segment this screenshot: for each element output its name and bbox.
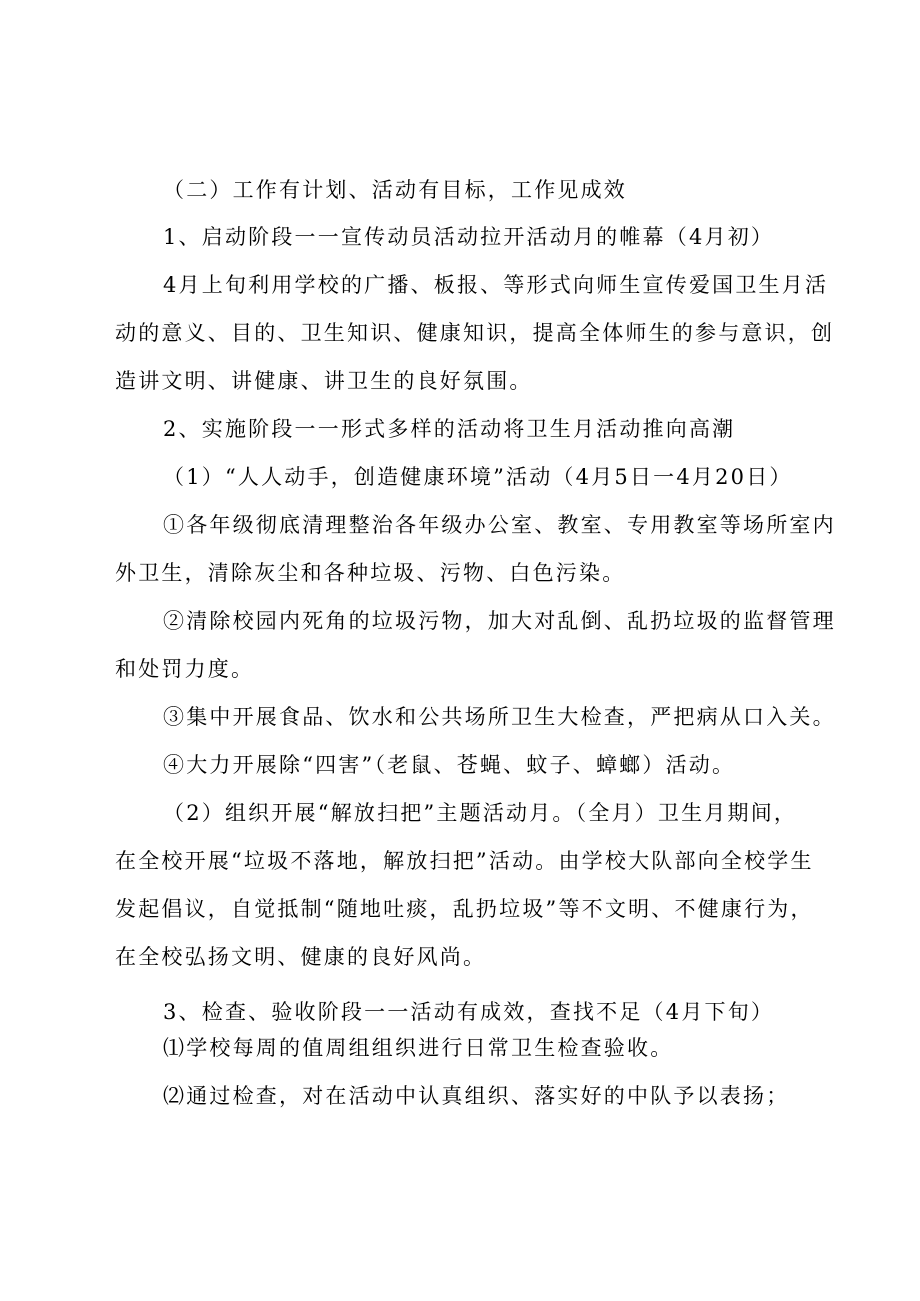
paragraph-line: 造讲文明、讲健康、讲卫生的良好氛围。 [115,369,533,393]
paragraph-line: ③集中开展食品、饮水和公共场所卫生大检查，严把病从口入关。 [163,705,836,729]
paragraph-line: （2）组织开展“解放扫把”主题活动月。（全月）卫生月期间， [163,801,798,825]
paragraph-line: 4月上旬利用学校的广播、板报、等形式向师生宣传爱国卫生月活 [163,273,829,297]
paragraph-line: ⑵通过检查，对在活动中认真组织、落实好的中队予以表扬； [163,1084,790,1108]
section-heading: （二）工作有计划、活动有目标，工作见成效 [163,178,627,202]
paragraph-line: ②清除校园内死角的垃圾污物，加大对乱倒、乱扔垃圾的监督管理 [163,609,836,633]
paragraph-line: （1）“人人动手，创造健康环境”活动（4月5日一4月20日） [163,465,793,489]
paragraph-line: 2、实施阶段一一形式多样的活动将卫生月活动推向高潮 [163,417,736,441]
paragraph-line: 1、启动阶段一一宣传动员活动拉开活动月的帷幕（4月初） [163,225,775,249]
paragraph-line: 发起倡议，自觉抵制“随地吐痰，乱扔垃圾”等不文明、不健康行为， [115,897,814,921]
paragraph-line: ①各年级彻底清理整治各年级办公室、教室、专用教室等场所室内 [163,513,836,537]
paragraph-line: 在全校弘扬文明、健康的良好风尚。 [115,945,487,969]
paragraph-line: 3、检查、验收阶段一一活动有成效，查找不足（4月下旬） [163,1000,775,1024]
paragraph-line: ④大力开展除“四害”（老鼠、苍蝇、蚊子、蟑螂）活动。 [163,753,736,777]
paragraph-line: ⑴学校每周的值周组组织进行日常卫生检查验收。 [163,1036,674,1060]
paragraph-line: 动的意义、目的、卫生知识、健康知识，提高全体师生的参与意识，创 [115,321,835,345]
paragraph-line: 在全校开展“垃圾不落地，解放扫把”活动。由学校大队部向全校学生 [115,849,814,873]
paragraph-line: 外卫生，清除灰尘和各种垃圾、污物、白色污染。 [115,561,626,585]
paragraph-line: 和处罚力度。 [115,657,255,681]
